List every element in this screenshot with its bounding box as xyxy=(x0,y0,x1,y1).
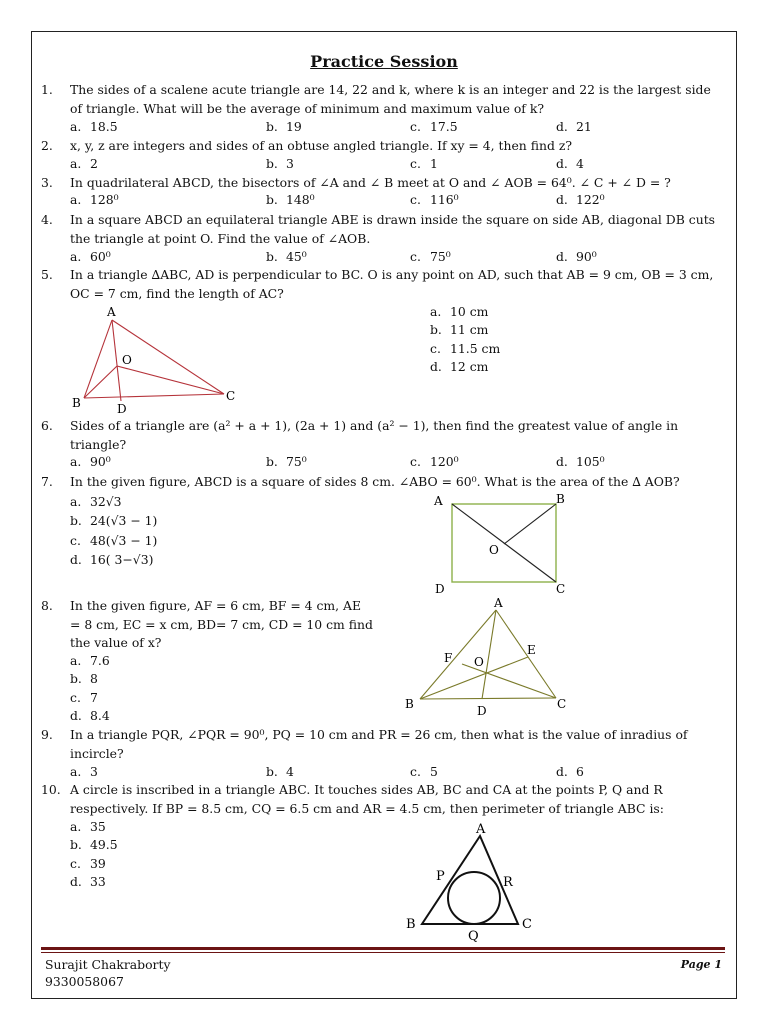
question-9 xyxy=(41,726,731,763)
option-c: c. 39 xyxy=(70,856,106,871)
option-b: b. 3 xyxy=(266,156,294,171)
option-b: b. 45⁰ xyxy=(266,249,307,264)
option-a: a. 32√3 xyxy=(70,494,122,509)
option-d: d. 21 xyxy=(556,119,592,134)
label-a: A xyxy=(434,494,443,508)
option-c: c. 48(√3 − 1) xyxy=(70,533,158,548)
question-4 xyxy=(41,211,731,248)
question-text: The sides of a scalene acute triangle are 14, 22 and k, where k is an integer and 22 is the largest side of triangle. What will be the average of minimum and maximum value of k? xyxy=(70,82,711,116)
question-10 xyxy=(41,781,731,818)
option-a: a. 7.6 xyxy=(70,653,110,668)
label-d: D xyxy=(117,402,127,415)
option-a: a. 90⁰ xyxy=(70,454,111,469)
option-a: a. 2 xyxy=(70,156,98,171)
footer-rule xyxy=(41,947,725,953)
question-number: 3. xyxy=(41,175,53,190)
option-c: c. 1 xyxy=(410,156,438,171)
label-b: B xyxy=(406,917,416,932)
option-a: a. 60⁰ xyxy=(70,249,111,264)
question-number: 6. xyxy=(41,418,53,433)
option-a: a. 35 xyxy=(70,819,106,834)
option-c: c. 17.5 xyxy=(410,119,458,134)
label-c: C xyxy=(557,697,567,711)
question-number: 2. xyxy=(41,138,53,153)
page-number: Page 1 xyxy=(680,958,722,971)
option-a: a. 3 xyxy=(70,764,98,779)
question-7 xyxy=(41,473,731,492)
question-number: 8. xyxy=(41,598,53,613)
option-b: b. 24(√3 − 1) xyxy=(70,513,158,528)
footer-author xyxy=(45,956,170,990)
question-number: 4. xyxy=(41,212,53,227)
option-d: d. 8.4 xyxy=(70,708,110,723)
label-f: F xyxy=(444,651,453,665)
question-text: Sides of a triangle are (a² + a + 1), (2a + 1) and (a² − 1), then find the greatest value of angle in triangle? xyxy=(70,418,679,452)
question-number: 7. xyxy=(41,474,53,489)
question-number: 5. xyxy=(41,267,53,282)
option-d: d. 6 xyxy=(556,764,584,779)
option-d: d. 12 cm xyxy=(430,359,489,374)
option-a: a. 18.5 xyxy=(70,119,118,134)
question-text: In a square ABCD an equilateral triangle ABE is drawn inside the square on side AB, diagonal DB cuts the triangle at point O. Find the value of ∠AOB. xyxy=(70,212,716,246)
question-number: 1. xyxy=(41,82,53,97)
label-o: O xyxy=(474,655,484,669)
q7-square-figure xyxy=(428,490,578,598)
option-c: c. 7 xyxy=(70,690,98,705)
option-b: b. 4 xyxy=(266,764,294,779)
option-b: b. 148⁰ xyxy=(266,192,315,207)
question-number: 10. xyxy=(41,782,61,797)
option-c: c. 75⁰ xyxy=(410,249,451,264)
option-d: d. 122⁰ xyxy=(556,192,605,207)
label-c: C xyxy=(556,582,566,596)
question-5 xyxy=(41,266,731,303)
label-a: A xyxy=(107,305,116,319)
question-6 xyxy=(41,417,731,454)
question-text: In a triangle ∆ABC, AD is perpendicular to BC. O is any point on AD, such that AB = 9 cm, OB = 3 cm, OC = 7 cm, find the length of AC? xyxy=(70,267,714,301)
label-o: O xyxy=(489,543,499,557)
question-text: In the given figure, ABCD is a square of sides 8 cm. ∠ABO = 60⁰. What is the area of the ∆ AOB? xyxy=(70,474,680,489)
option-d: d. 4 xyxy=(556,156,584,171)
option-b: b. 49.5 xyxy=(70,837,118,852)
q10-incircle-figure xyxy=(402,818,552,944)
label-q: Q xyxy=(468,929,479,944)
question-1 xyxy=(41,81,731,118)
option-b: b. 19 xyxy=(266,119,302,134)
option-c: c. 120⁰ xyxy=(410,454,459,469)
option-d: d. 16( 3−√3) xyxy=(70,552,154,567)
question-text: In quadrilateral ABCD, the bisectors of ∠A and ∠ B meet at O and ∠ AOB = 64⁰. ∠ C + ∠ D = ? xyxy=(70,175,671,190)
question-8 xyxy=(41,597,381,653)
option-b: b. 75⁰ xyxy=(266,454,307,469)
option-d: d. 105⁰ xyxy=(556,454,605,469)
option-d: d. 90⁰ xyxy=(556,249,597,264)
label-c: C xyxy=(522,917,532,932)
option-d: d. 33 xyxy=(70,874,106,889)
question-text: In a triangle PQR, ∠PQR = 90⁰, PQ = 10 cm and PR = 26 cm, then what is the value of inradius of incircle? xyxy=(70,727,688,761)
option-c: c. 116⁰ xyxy=(410,192,459,207)
label-a: A xyxy=(494,596,503,610)
question-text: In the given figure, AF = 6 cm, BF = 4 cm, AE = 8 cm, EC = x cm, BD= 7 cm, CD = 10 cm find the value of x? xyxy=(70,598,373,650)
option-c: c. 11.5 cm xyxy=(430,341,501,356)
label-e: E xyxy=(527,643,536,657)
label-d: D xyxy=(435,582,445,596)
label-c: C xyxy=(226,389,236,403)
author-phone: 9330058067 xyxy=(45,974,124,989)
question-number: 9. xyxy=(41,727,53,742)
label-b: B xyxy=(72,396,81,410)
page-title: Practice Session xyxy=(310,52,458,71)
author-name: Surajit Chakraborty xyxy=(45,957,171,972)
option-a: a. 10 cm xyxy=(430,304,489,319)
label-a: A xyxy=(476,822,486,837)
label-b: B xyxy=(556,492,565,506)
option-b: b. 8 xyxy=(70,671,98,686)
question-text: A circle is inscribed in a triangle ABC. It touches sides AB, BC and CA at the points P, Q and R respectively. If BP = 8.5 cm, CQ = 6.5 cm and AR = 4.5 cm, then perimeter of triangle ABC is: xyxy=(70,782,664,816)
question-3 xyxy=(41,174,731,193)
label-o: O xyxy=(122,353,132,367)
option-c: c. 5 xyxy=(410,764,438,779)
q5-triangle-figure xyxy=(66,303,246,415)
option-b: b. 11 cm xyxy=(430,322,489,337)
q8-triangle-figure xyxy=(400,592,580,720)
label-r: R xyxy=(503,875,513,890)
question-2 xyxy=(41,137,731,156)
label-p: P xyxy=(436,869,445,884)
label-d: D xyxy=(477,704,487,718)
label-b: B xyxy=(405,697,414,711)
question-text: x, y, z are integers and sides of an obtuse angled triangle. If xy = 4, then find z? xyxy=(70,138,573,153)
option-a: a. 128⁰ xyxy=(70,192,119,207)
